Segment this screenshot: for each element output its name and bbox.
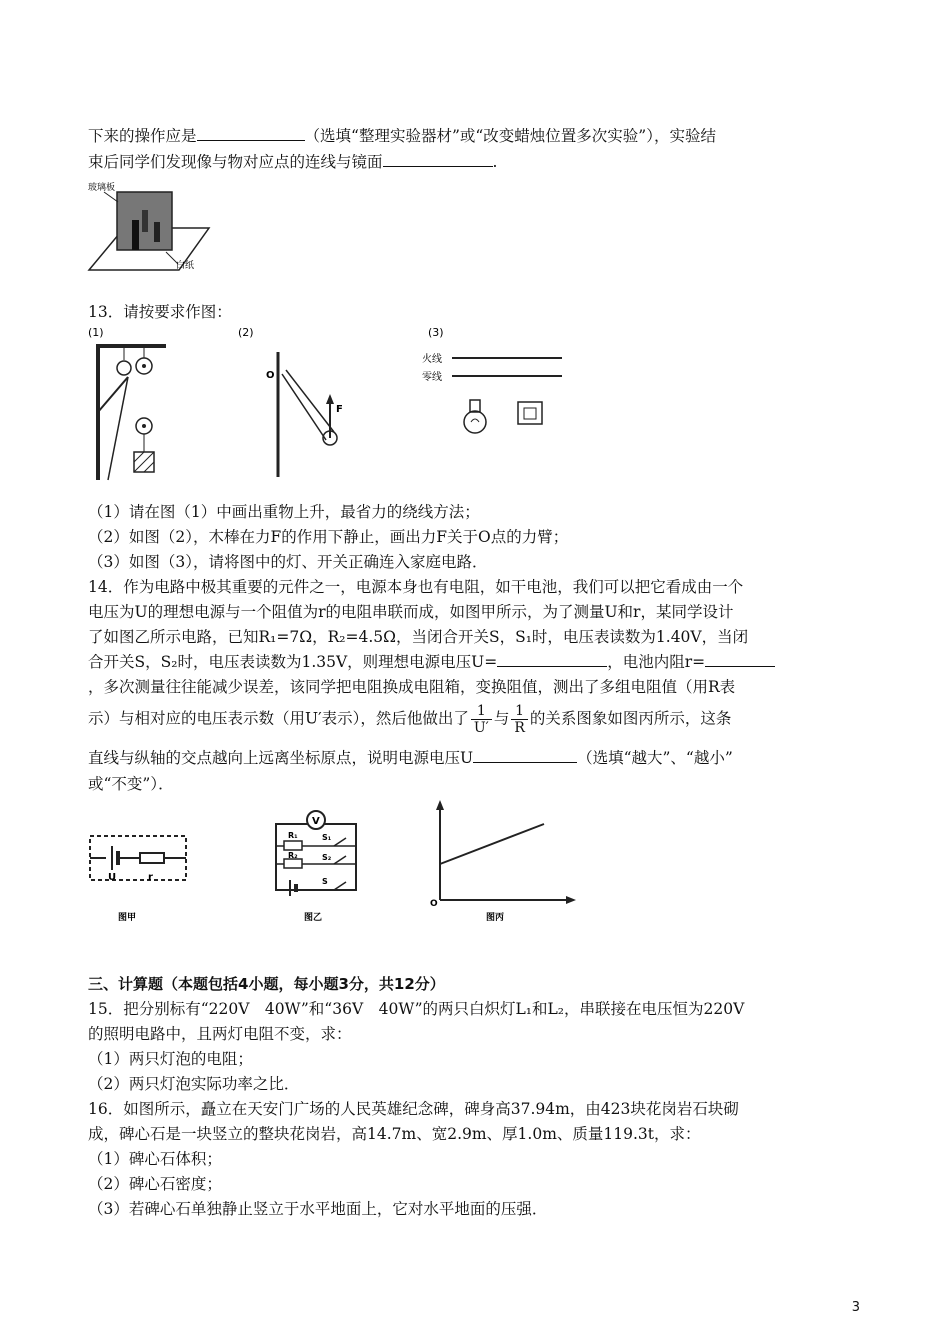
fig-bing-label: 图丙 (486, 913, 505, 923)
q14-text: 直线与纵轴的交点越向上远离坐标原点，说明电源电压U (88, 749, 474, 767)
fig-jia-label: 图甲 (118, 913, 137, 923)
origin-label: O (430, 899, 438, 909)
q15-line-3: （1）两只灯泡的电阻； (88, 1050, 253, 1068)
q12-line-2 (88, 150, 497, 174)
section3-title: 三、计算题（本题包括4小题，每小题3分，共12分） (88, 975, 445, 993)
q16-line-5: （3）若碑心石单独静止竖立于水平地面上，它对水平地面的压强． (88, 1200, 548, 1218)
s1-label: S₁ (322, 833, 332, 842)
fraction-one-over-r: $\frac{1}{R}$ (511, 703, 528, 736)
q14-line-2: 电压为U的理想电源与一个阻值为r的电阻串联而成，如图甲所示，为了测量U和r，某同学设计 (88, 603, 734, 621)
q14-line-8: 或“不变”）． (88, 775, 174, 793)
voltage-answer-blank[interactable] (497, 650, 607, 667)
q12-text: （选填“整理实验器材”或“改变蜡烛位置多次实验”），实验结 (304, 127, 716, 145)
trend-answer-blank[interactable] (473, 746, 577, 763)
answer-blank[interactable] (197, 124, 305, 141)
q14-line-5: ，多次测量往往能减少误差，该同学把电阻换成电阻箱，变换阻值，测出了多组电阻值（用R表 (88, 678, 736, 696)
pivot-o-label: O (266, 370, 275, 381)
q14-text: （选填“越大”、“越小” (577, 749, 733, 767)
q14-line-6 (88, 703, 731, 736)
jia-r-label: r (148, 872, 153, 883)
mirror-experiment-figure (84, 180, 214, 275)
answer-blank[interactable] (383, 150, 493, 167)
q14-line-3: 了如图乙所示电路，已知R₁=7Ω，R₂=4.5Ω，当闭合开关S，S₁时，电压表读数为1.40V，当闭 (88, 628, 749, 646)
q15-line-2: 的照明电路中，且两灯电阻不变，求： (88, 1025, 352, 1043)
voltmeter-label: V (312, 816, 320, 827)
q12-text: . (492, 153, 498, 171)
q12-text: 下来的操作应是 (88, 127, 197, 145)
q15-line-4: （2）两只灯泡实际功率之比． (88, 1075, 300, 1093)
fig1-label: (1) (88, 326, 104, 339)
q14-line-4 (88, 650, 775, 674)
q14-text: 的关系图象如图丙所示，这条 (529, 709, 732, 728)
q14-text: 合开关S，S₂时，电压表读数为1.35V，则理想电源电压U= (88, 653, 498, 671)
q13-title: 13．请按要求作图： (88, 303, 232, 321)
q12-text: 束后同学们发现像与物对应点的连线与镜面 (88, 153, 383, 171)
resistance-answer-blank[interactable] (705, 650, 775, 667)
fig3-label: (3) (428, 326, 444, 339)
q16-line-3: （1）碑心石体积； (88, 1150, 222, 1168)
s2-label: S₂ (322, 853, 332, 862)
q16-line-2: 成，碑心石是一块竖立的整块花岗岩，高14.7m、宽2.9m、厚1.0m、质量119.3t，求： (88, 1125, 701, 1143)
q14-text: 与 (493, 709, 510, 728)
r2-label: R₂ (288, 851, 298, 860)
neutral-wire-label: 零线 (422, 372, 442, 383)
q13-item-2: （2）如图（2），木棒在力F的作用下静止，画出力F关于O点的力臂； (88, 528, 569, 546)
fraction-one-over-u: $\frac{1}{U'}$ (471, 703, 492, 736)
q14-line-1: 14．作为电路中极其重要的元件之一，电源本身也有电阻，如干电池，我们可以把它看成由一个 (88, 578, 744, 596)
jia-u-label: U (108, 872, 117, 883)
q13-item-3: （3）如图（3），请将图中的灯、开关正确连入家庭电路． (88, 553, 488, 571)
q14-text: 示）与相对应的电压表示数（用U′表示），然后他做出了 (88, 709, 469, 728)
q12-line-1 (88, 124, 716, 148)
q13-item-1: （1）请在图（1）中画出重物上升，最省力的绕线方法； (88, 503, 480, 521)
fig-yi-label: 图乙 (304, 913, 323, 923)
page-number: 3 (851, 1300, 860, 1315)
r1-label: R₁ (288, 831, 298, 840)
force-f-label: F (336, 404, 343, 415)
q16-line-4: （2）碑心石密度； (88, 1175, 222, 1193)
q14-figures (84, 796, 604, 926)
q14-line-7 (88, 746, 733, 770)
q16-line-1: 16．如图所示，矗立在天安门广场的人民英雄纪念碑，碑身高37.94m，由423块花岗岩石块砌 (88, 1100, 739, 1118)
white-paper-label: 白纸 (176, 261, 195, 271)
glass-plate-label: 玻璃板 (88, 183, 116, 193)
q14-text: ，电池内阻r= (607, 653, 706, 671)
fig2-label: (2) (238, 326, 254, 339)
q15-line-1: 15．把分别标有“220V 40W”和“36V 40W”的两只白炽灯L₁和L₂，串联接在电压恒为220V (88, 1000, 745, 1018)
q13-figures (86, 322, 586, 482)
s-label: S (322, 877, 328, 886)
live-wire-label: 火线 (422, 354, 442, 365)
